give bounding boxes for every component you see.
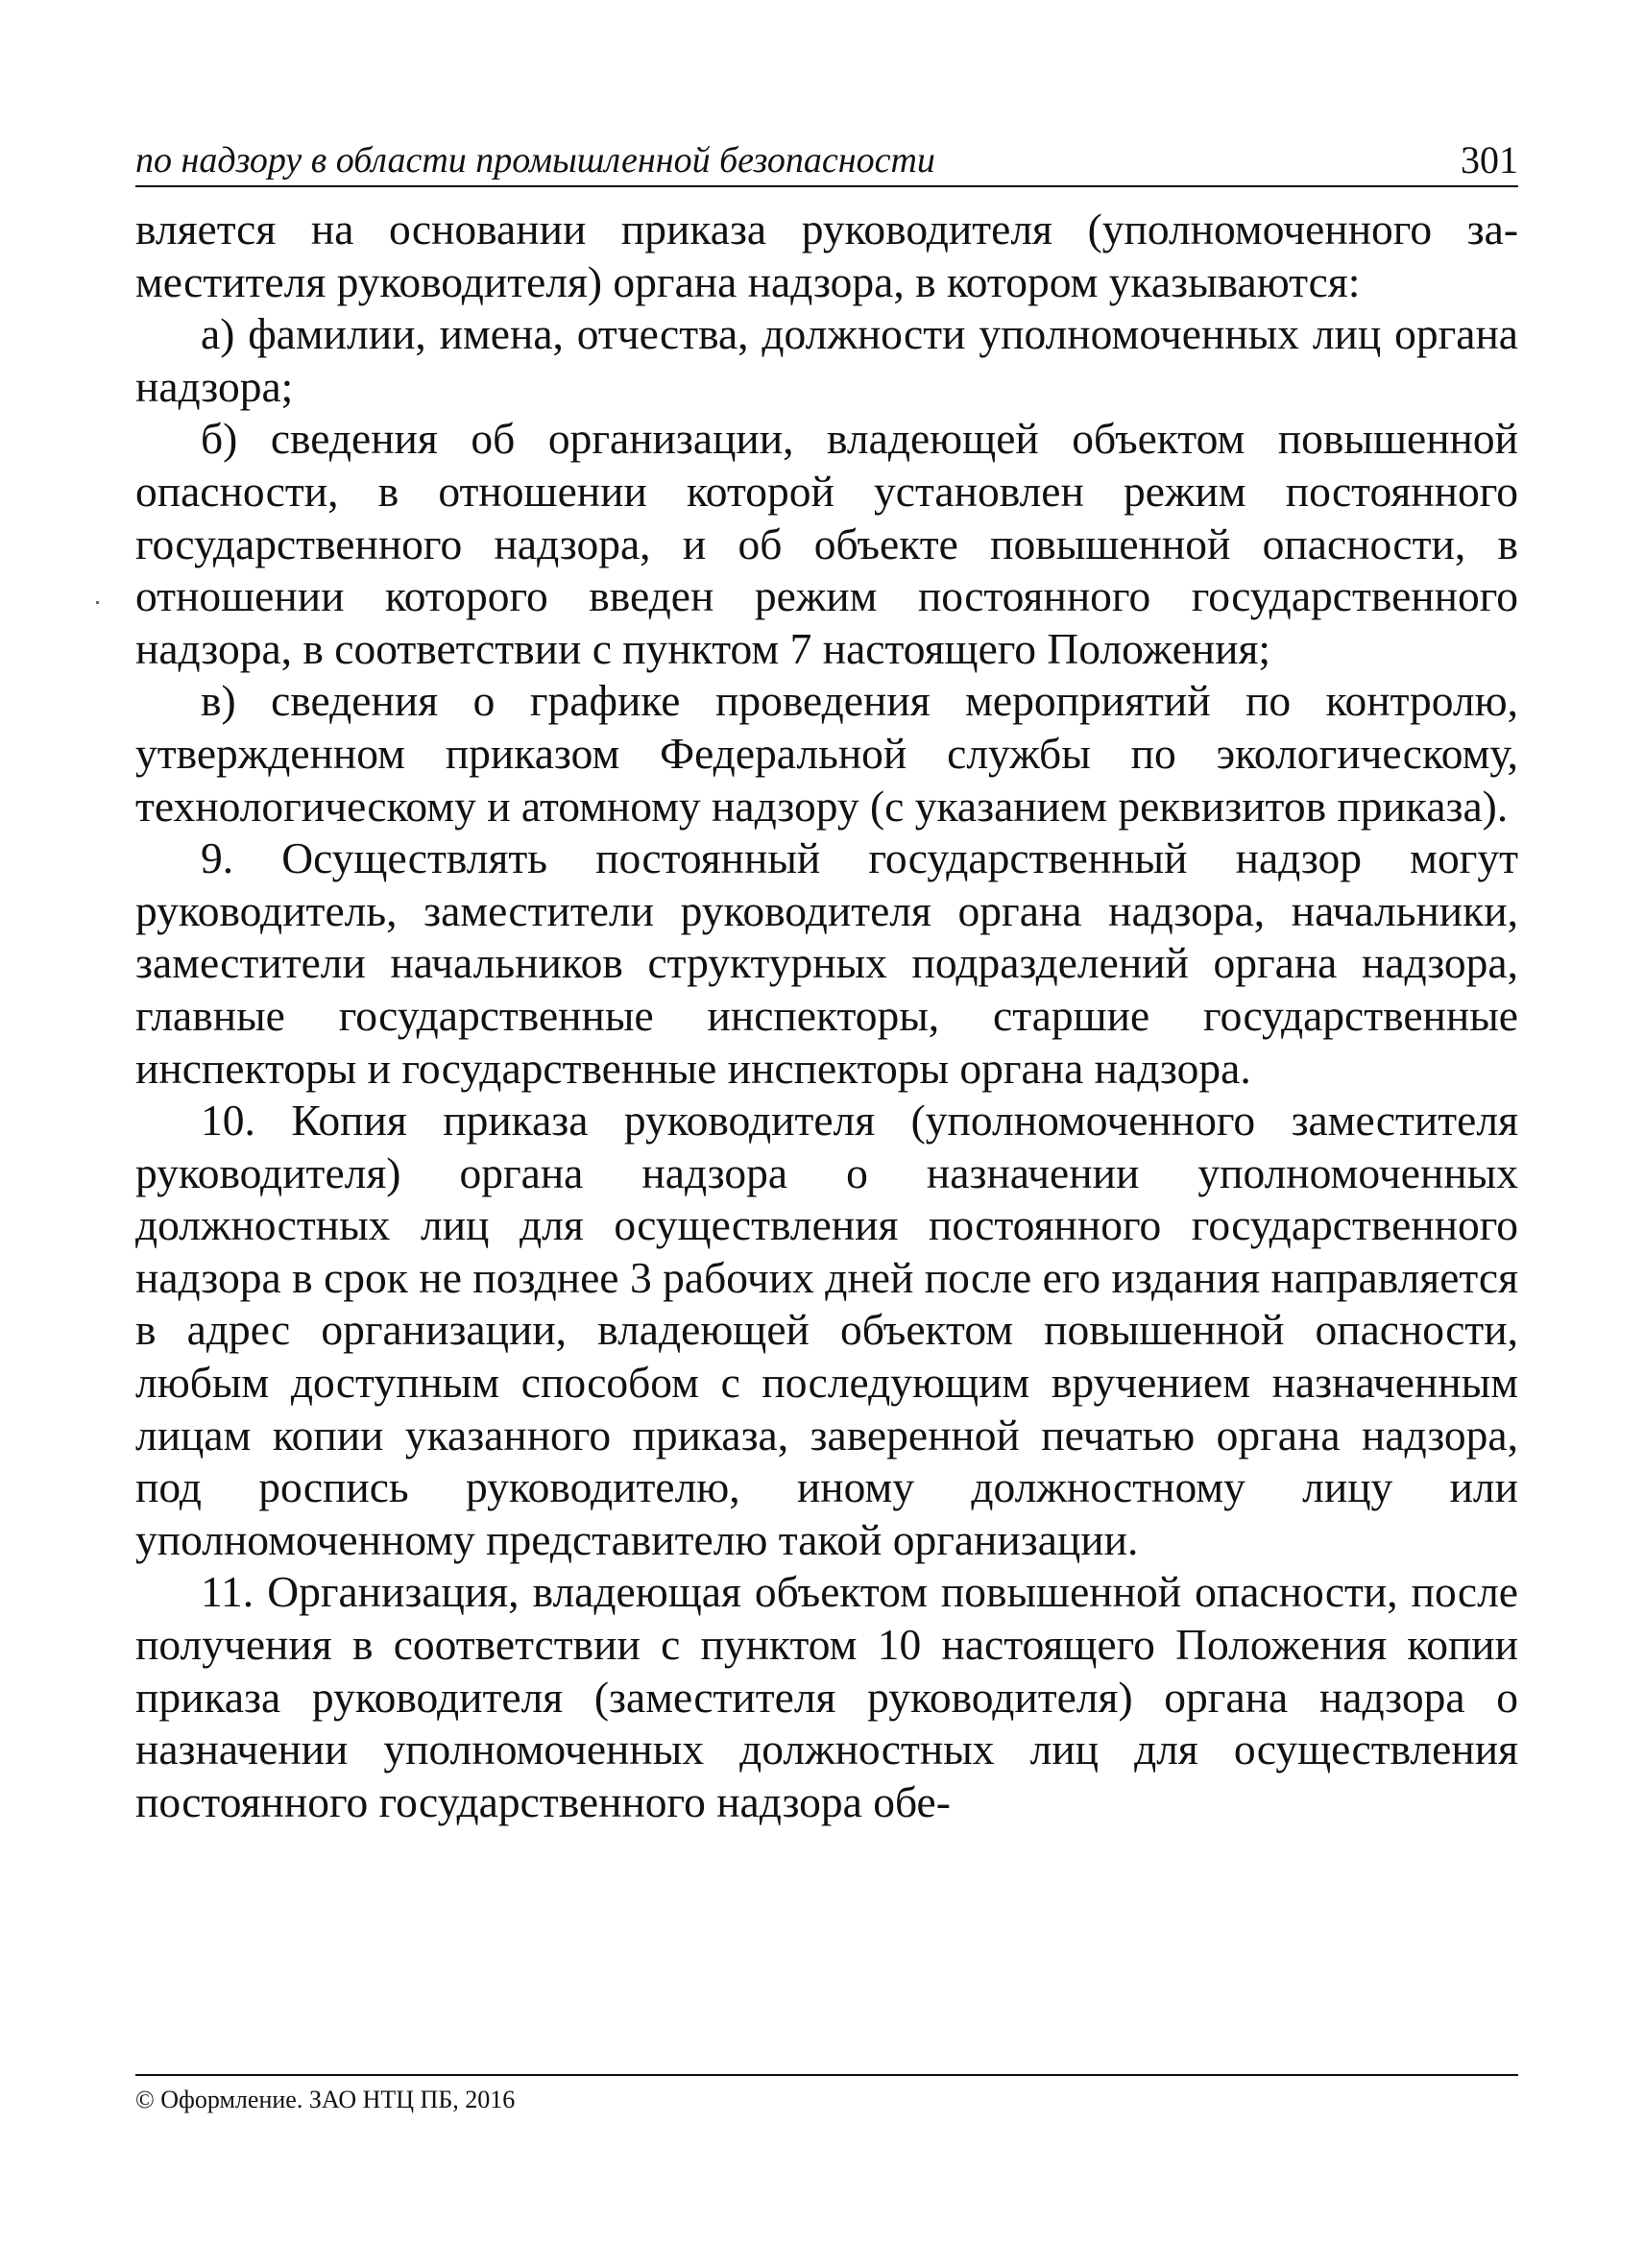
footer-divider bbox=[135, 2074, 1518, 2076]
paragraph-item-v: в) сведения о графике проведения мероприятий по контролю, утвержденном приказом Федеральной службы по экологическому, технологическому и атомному надзору (с указанием реквизитов приказа). bbox=[135, 676, 1518, 831]
paragraph-item-b: б) сведения об организации, владеющей объектом повышенной опасности, в отношении которой установлен режим постоянного государственного надзора, и об объекте повышенной опасности, в отношении которого введен режим постоянного государственного надзора, в соответствии с пунктом 7 настоящего Положения; bbox=[135, 414, 1518, 673]
paragraph-continuation: вляется на основании приказа руководителя (уполномоченного заместителя руководителя) органа надзора, в котором указываются: bbox=[135, 205, 1518, 306]
running-header bbox=[135, 136, 1518, 184]
margin-speck bbox=[96, 601, 99, 604]
page-number: 301 bbox=[1461, 138, 1518, 181]
paragraph-9: 9. Осуществлять постоянный государственный надзор могут руководитель, заместители руководителя органа надзора, начальники, заместители начальников структурных подразделений органа надзора, главные государственные инспекторы, старшие государственные инспекторы и государственные инспекторы органа надзора. bbox=[135, 833, 1518, 1093]
paragraph-11: 11. Организация, владеющая объектом повышенной опасности, после получения в соответствии с пунктом 10 настоящего Положения копии приказа руководителя (заместителя руководителя) органа надзора о назначении уполномоченных должностных лиц для осуществления постоянного государственного надзора обе- bbox=[135, 1567, 1518, 1826]
body-text bbox=[135, 204, 1518, 1828]
running-header-title: по надзору в области промышленной безопасности bbox=[135, 140, 935, 181]
footer-copyright: © Оформление. ЗАО НТЦ ПБ, 2016 bbox=[135, 2086, 516, 2113]
paragraph-item-a: а) фамилии, имена, отчества, должности уполномоченных лиц органа надзора; bbox=[135, 309, 1518, 411]
paragraph-10: 10. Копия приказа руководителя (уполномоченного заместителя руководителя) органа надзора о назначении уполномоченных должностных лиц для осуществления постоянного государственного надзора в срок не позднее 3 рабочих дней после его издания направляется в адрес организации, владеющей объектом повышенной опасности, любым доступным способом с последующим вручением назначенным лицам копии указанного приказа, заверенной печатью органа надзора, под роспись руководителю, иному должностному лицу или уполномоченному представителю такой организации. bbox=[135, 1096, 1518, 1564]
header-divider bbox=[135, 185, 1518, 187]
